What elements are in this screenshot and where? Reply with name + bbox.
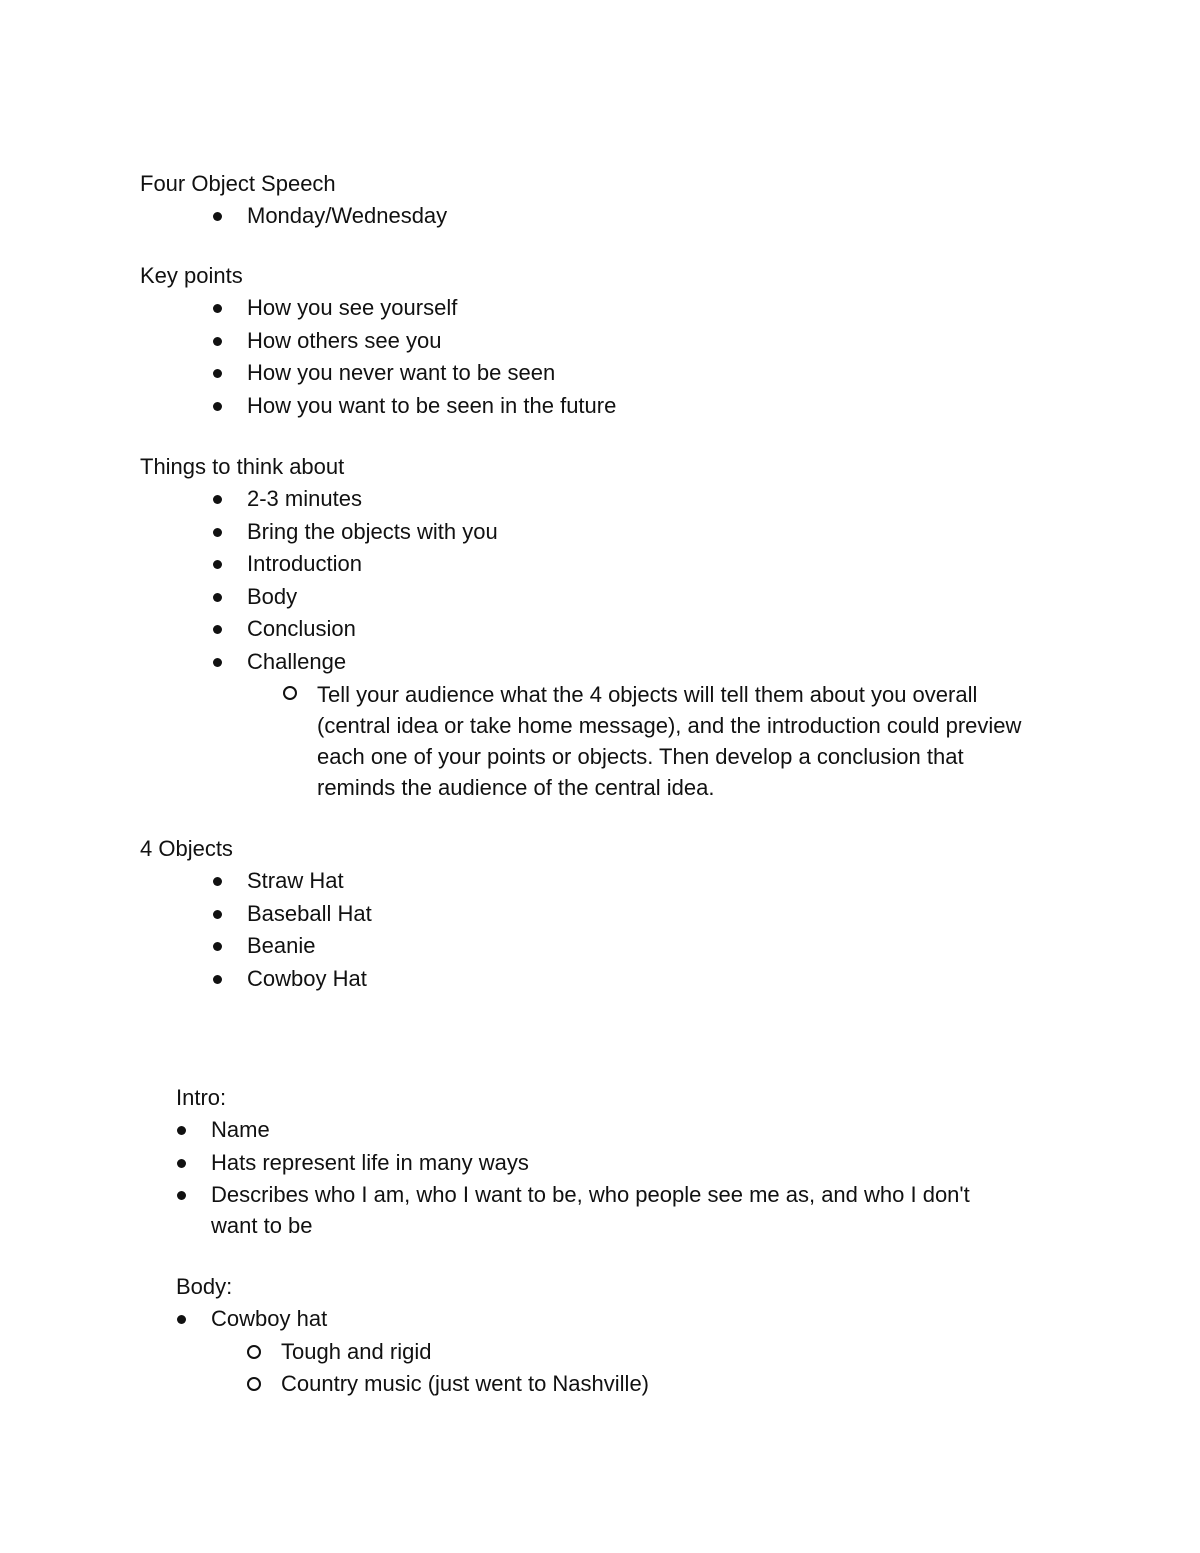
list-item: Bring the objects with you (140, 516, 1100, 549)
hollow-bullet-icon (247, 1377, 261, 1391)
hollow-bullet-icon (283, 686, 297, 700)
bullet-list (140, 292, 1100, 422)
list-item: Conclusion (140, 613, 1100, 646)
list-item: Baseball Hat (140, 898, 1100, 931)
bullet-icon (213, 658, 222, 667)
list-item: Name (140, 1114, 1136, 1147)
list-item: Introduction (140, 548, 1100, 581)
sub-bullet-list (211, 1336, 1136, 1401)
list-item: Cowboy Hat (140, 963, 1100, 996)
bullet-list (140, 200, 1100, 233)
sub-list-item: Country music (just went to Nashville) (211, 1368, 1136, 1401)
list-item: How you see yourself (140, 292, 1100, 325)
list-item: How others see you (140, 325, 1100, 358)
section-heading: Things to think about (140, 454, 345, 479)
list-item: How you never want to be seen (140, 357, 1100, 390)
list-item: Describes who I am, who I want to be, who people see me as, and who I don't want to be (140, 1179, 971, 1241)
bullet-icon (213, 304, 222, 313)
bullet-icon (213, 212, 222, 221)
section-heading: 4 Objects (140, 836, 233, 861)
bullet-icon (213, 593, 222, 602)
section-heading: Key points (140, 263, 243, 288)
bullet-icon (213, 560, 222, 569)
section-things-to-think-about (140, 451, 1100, 803)
bullet-icon (213, 975, 222, 984)
sub-list-item: Tough and rigid (211, 1336, 1136, 1369)
bullet-icon (177, 1315, 186, 1324)
section-key-points (140, 260, 1100, 422)
bullet-icon (213, 625, 222, 634)
section-4-objects (140, 833, 1100, 995)
list-item: Body (140, 581, 1100, 614)
list-item: Straw Hat (140, 865, 1100, 898)
list-item: 2-3 minutes (140, 483, 1100, 516)
bullet-icon (177, 1159, 186, 1168)
sub-list-item: Tell your audience what the 4 objects will tell them about you overall (central idea or take home message), and the introduction could preview each one of your points or objects. Then develop a conclusion that reminds the audience of the central idea. (247, 679, 1027, 803)
bullet-icon (213, 337, 222, 346)
list-item: Monday/Wednesday (140, 200, 1100, 233)
bullet-icon (213, 877, 222, 886)
list-item: How you want to be seen in the future (140, 390, 1100, 423)
bullet-list (140, 1303, 1136, 1401)
bullet-icon (213, 942, 222, 951)
bullet-icon (213, 528, 222, 537)
section-heading: Body: (176, 1274, 233, 1299)
list-item: Beanie (140, 930, 1100, 963)
bullet-list (140, 1114, 1136, 1241)
bullet-icon (177, 1191, 186, 1200)
bullet-icon (213, 495, 222, 504)
bullet-icon (213, 402, 222, 411)
bullet-icon (213, 369, 222, 378)
hollow-bullet-icon (247, 1345, 261, 1359)
bullet-icon (213, 910, 222, 919)
list-item: Challenge Tell your audience what the 4 objects will tell them about you overall (central idea or take home message), and the introduction could preview each one of your points or objects. Then develop a conclusion that reminds the audience of the central idea. (140, 646, 1100, 803)
list-item: Hats represent life in many ways (140, 1147, 1136, 1180)
section-body (176, 1271, 1136, 1401)
sub-bullet-list (247, 679, 1027, 803)
bullet-icon (177, 1126, 186, 1135)
section-heading: Intro: (176, 1085, 227, 1110)
bullet-list (140, 865, 1100, 995)
section-intro (176, 1082, 1136, 1241)
bullet-list (140, 483, 1100, 803)
list-item: Cowboy hat Tough and rigid Country music (just went to Nashville) (140, 1303, 1136, 1401)
section-heading: Four Object Speech (140, 171, 336, 196)
section-four-object-speech (140, 168, 1100, 233)
